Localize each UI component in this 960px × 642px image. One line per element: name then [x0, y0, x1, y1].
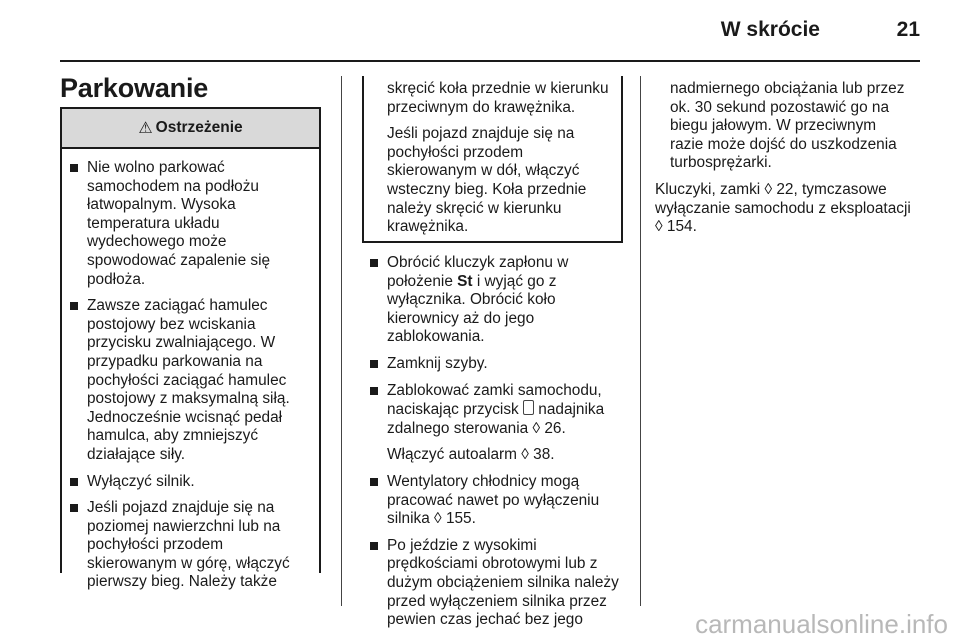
text-line: razie może dojść do uszkodzenia [670, 135, 897, 153]
text-line: przeciwnym do krawężnika. [387, 98, 576, 116]
warning-list-item [62, 499, 311, 592]
text-line: prędkościami obrotowymi lub z [387, 555, 598, 573]
text-line: łatwopalnym. Wysoka [87, 196, 236, 214]
text-line: dużym obciążeniem silnika należy [387, 573, 619, 591]
cross-references: Kluczyki, zamki ◊ 22, tymczasowe wyłączanie samochodu z eksploatacji ◊ 154. [655, 180, 911, 236]
warning-list-item [62, 473, 311, 492]
list-item [362, 537, 632, 630]
text-line: Nie wolno parkować [87, 159, 225, 176]
box-paragraph-2 [387, 125, 623, 237]
list-item: Zablokować zamki samochodu, naciskając przycisk nadajnika zdalnego sterowania ◊ 26. [362, 382, 632, 439]
continued-paragraph [655, 80, 935, 173]
warning-box-continued [362, 76, 623, 243]
text-line: pierwszy bieg. Należy także [87, 573, 277, 591]
text-line: krawężnika. [387, 218, 469, 236]
text-line: wsteczny bieg. Koła przednie [387, 180, 587, 198]
warning-label: Ostrzeżenie [155, 119, 243, 136]
text-line: turbosprężarki. [670, 154, 772, 172]
text-line: podłoża. [87, 270, 146, 288]
column-2-body [362, 254, 632, 638]
warning-body [62, 149, 319, 592]
section-title: Parkowanie [60, 73, 209, 103]
list-item: Zamknij szyby. [362, 355, 632, 374]
text-line: Wyłączyć silnik. [87, 472, 195, 490]
column-separator-1 [341, 76, 342, 606]
text-line: biegu jałowym. W przeciwnym [670, 117, 877, 135]
text-line: Jeśli pojazd znajduje się na [387, 125, 575, 143]
page-reference-arrow-icon: ◊ [655, 218, 663, 236]
column-3-body [655, 80, 935, 237]
text-line: poziomej nawierzchni lub na [87, 517, 281, 535]
text-line: Jednocześnie wcisnąć pedał [87, 408, 283, 426]
text-line: nadmiernego obciążania lub przez [670, 80, 905, 97]
warning-list-item [62, 159, 311, 289]
text-line: Zawsze zaciągać hamulec [87, 297, 268, 315]
warning-triangle-icon: ⚠ [138, 120, 153, 137]
warning-header [62, 109, 319, 149]
page-reference-arrow-icon: ◊ [434, 510, 442, 528]
column-separator-2 [640, 76, 641, 606]
page-reference-arrow-icon: ◊ [532, 419, 541, 437]
page-header-title: W skrócie [720, 18, 820, 41]
text-line: postojowy bez wciskania [87, 315, 256, 333]
text-line: hamulca, aby zmniejszyć [87, 427, 259, 445]
text-line: pochyłości zaciągać hamulec [87, 371, 287, 389]
text-line: Jeśli pojazd znajduje się na [87, 499, 275, 517]
text-line: wydechowego może [87, 233, 227, 251]
page-reference-arrow-icon: ◊ [764, 180, 773, 198]
text-line: Po jeździe z wysokimi [387, 536, 537, 554]
list-item: Wentylatory chłodnicy mogą pracować nawet po wyłączeniu silnika ◊ 155. [362, 473, 632, 529]
text-line: skręcić koła przednie w kierunku [387, 80, 609, 97]
list-item: Obrócić kluczyk zapłonu w położenie St i wyjąć go z wyłącznika. Obrócić koło kierownicy aż do jego zablokowania. [362, 254, 632, 347]
text-line: pochyłości przodem [87, 536, 224, 554]
text-line: spowodować zapalenie się [87, 251, 271, 269]
text-line: działające siły. [87, 445, 186, 463]
warning-box [60, 107, 321, 591]
text-line: należy skręcić w kierunku [387, 199, 562, 217]
watermark: carmanualsonline.info [695, 609, 948, 639]
text-line: pewien czas jechać bez jego [387, 611, 583, 629]
warning-list-item [62, 297, 311, 464]
page-number: 21 [896, 18, 920, 41]
header-rule [60, 60, 920, 62]
text-line: pochyłości przodem [387, 143, 524, 161]
sub-paragraph: Włączyć autoalarm ◊ 38. [387, 446, 555, 464]
text-line: ok. 30 sekund pozostawić go na [670, 98, 890, 116]
text-line: samochodem na podłożu [87, 177, 259, 195]
text-line: skierowanym w górę, włączyć [87, 554, 290, 572]
text-line: skierowanym w dół, włączyć [387, 162, 580, 180]
text-line: temperatura układu [87, 214, 220, 232]
text-line: przycisku zwalniającego. W [87, 334, 276, 352]
text-line: postojowy z maksymalną siłą. [87, 390, 290, 408]
page-reference-arrow-icon: ◊ [521, 446, 529, 464]
text-line: przed wyłączeniem silnika przez [387, 592, 607, 610]
lock-key-icon [523, 400, 534, 415]
box-paragraph-1 [387, 80, 623, 117]
text-line: przypadku parkowania na [87, 352, 263, 370]
